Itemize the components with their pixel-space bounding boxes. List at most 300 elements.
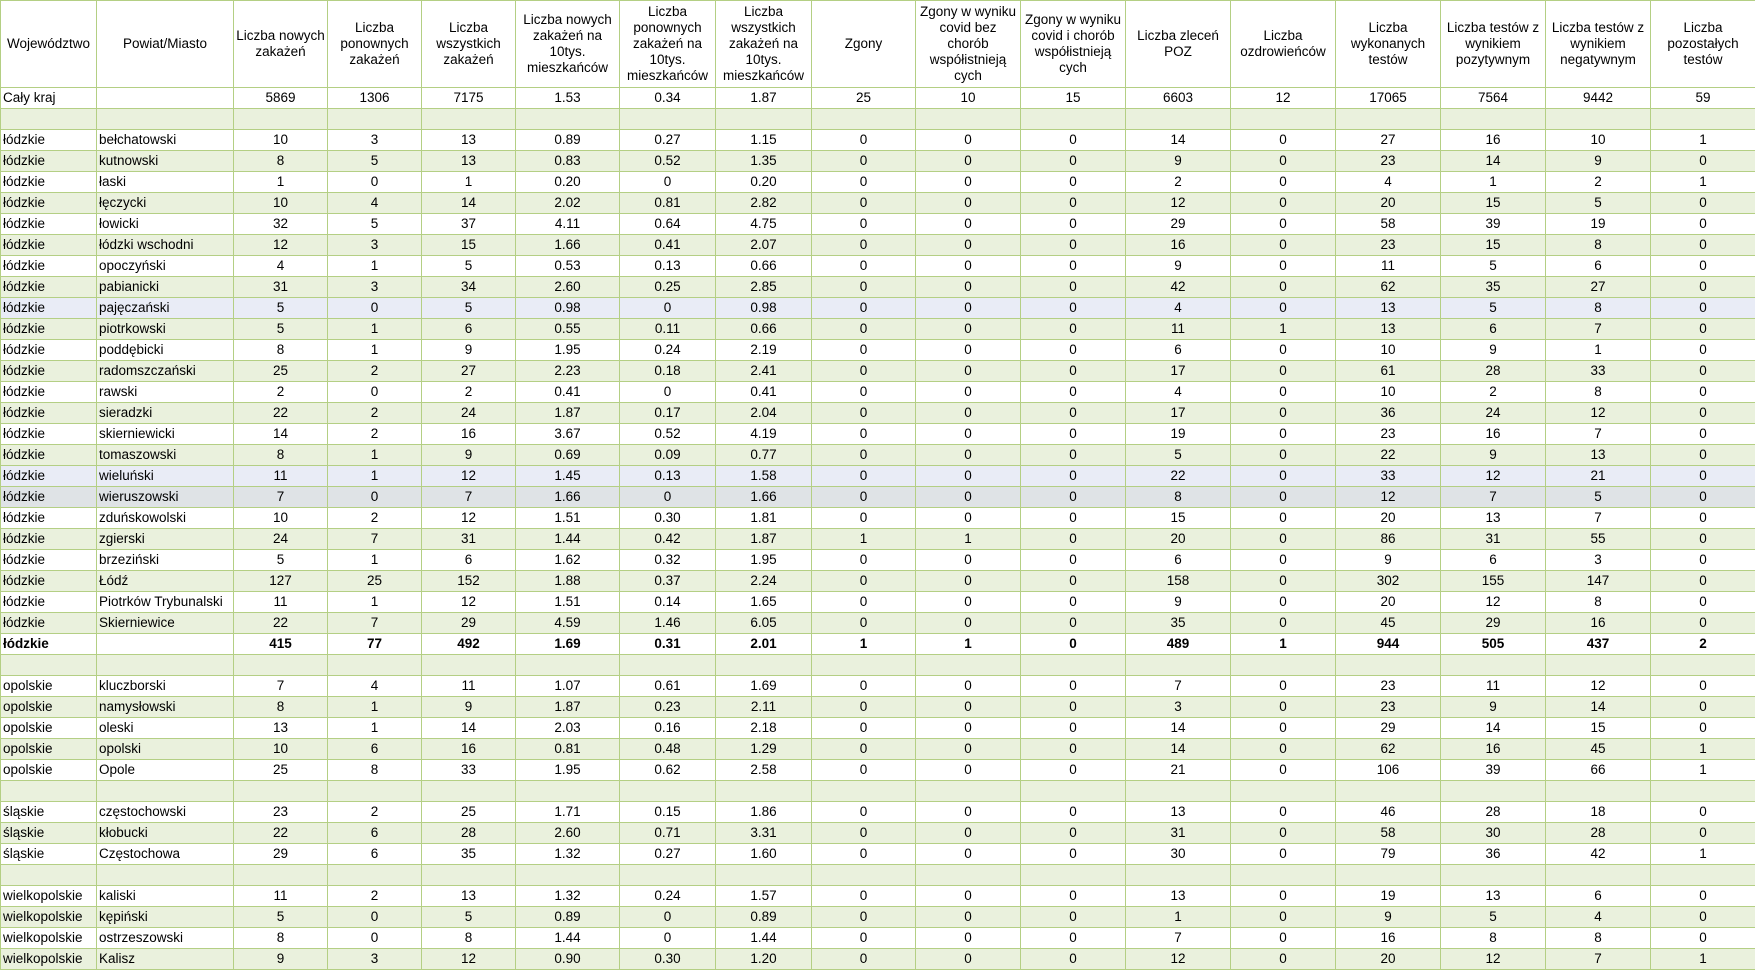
cell-col-zgony-z[interactable]: 0 — [1021, 928, 1126, 949]
cell-col-testy[interactable]: 29 — [1336, 718, 1441, 739]
cell-col-wojewodztwo[interactable]: łódzkie — [1, 592, 97, 613]
cell-col-testy-neg[interactable]: 8 — [1546, 298, 1651, 319]
cell-col-testy-poz[interactable] — [1441, 655, 1546, 676]
cell-col-ponowne[interactable]: 0 — [328, 382, 422, 403]
cell-col-nowe[interactable]: 22 — [234, 823, 328, 844]
cell-col-ponowne-10tys[interactable]: 0.32 — [620, 550, 716, 571]
cell-col-zgony-z[interactable]: 0 — [1021, 844, 1126, 865]
cell-col-zgony-z[interactable]: 0 — [1021, 802, 1126, 823]
cell-col-zgony-z[interactable]: 0 — [1021, 403, 1126, 424]
cell-col-testy-poz[interactable]: 9 — [1441, 340, 1546, 361]
cell-col-nowe[interactable] — [234, 865, 328, 886]
cell-col-testy[interactable]: 62 — [1336, 739, 1441, 760]
cell-col-testy-neg[interactable]: 4 — [1546, 907, 1651, 928]
cell-col-ozdrowiency[interactable]: 0 — [1231, 508, 1336, 529]
cell-col-testy-neg[interactable]: 8 — [1546, 928, 1651, 949]
cell-col-ponowne[interactable] — [328, 781, 422, 802]
cell-col-testy-poz-inne[interactable]: 59 — [1651, 88, 1755, 109]
cell-col-zgony-bez[interactable]: 0 — [916, 928, 1021, 949]
cell-col-wojewodztwo[interactable]: łódzkie — [1, 634, 97, 655]
cell-col-poz[interactable]: 6603 — [1126, 88, 1231, 109]
cell-col-wszystkie-10tys[interactable]: 0.98 — [716, 298, 812, 319]
cell-col-nowe-10tys[interactable]: 0.89 — [516, 907, 620, 928]
cell-col-testy-neg[interactable] — [1546, 781, 1651, 802]
cell-col-zgony-z[interactable]: 0 — [1021, 676, 1126, 697]
cell-col-testy-poz-inne[interactable]: 0 — [1651, 802, 1755, 823]
cell-col-wszystkie[interactable]: 492 — [422, 634, 516, 655]
cell-col-nowe[interactable]: 11 — [234, 592, 328, 613]
cell-col-wszystkie-10tys[interactable]: 0.77 — [716, 445, 812, 466]
cell-col-zgony-z[interactable]: 0 — [1021, 382, 1126, 403]
cell-col-poz[interactable]: 16 — [1126, 235, 1231, 256]
cell-col-powiat[interactable]: kaliski — [97, 886, 234, 907]
cell-col-wszystkie-10tys[interactable]: 1.65 — [716, 592, 812, 613]
cell-col-wszystkie[interactable]: 1 — [422, 172, 516, 193]
cell-col-testy[interactable]: 23 — [1336, 235, 1441, 256]
cell-col-zgony[interactable]: 0 — [812, 508, 916, 529]
cell-col-powiat[interactable]: kępiński — [97, 907, 234, 928]
cell-col-nowe[interactable]: 4 — [234, 256, 328, 277]
cell-col-nowe-10tys[interactable]: 0.90 — [516, 949, 620, 970]
cell-col-testy[interactable]: 20 — [1336, 592, 1441, 613]
cell-col-zgony-bez[interactable]: 0 — [916, 802, 1021, 823]
cell-col-wojewodztwo[interactable]: łódzkie — [1, 445, 97, 466]
cell-col-nowe[interactable]: 22 — [234, 613, 328, 634]
cell-col-wszystkie[interactable]: 29 — [422, 613, 516, 634]
cell-col-wszystkie[interactable]: 7 — [422, 487, 516, 508]
cell-col-zgony-bez[interactable]: 0 — [916, 487, 1021, 508]
cell-col-testy-neg[interactable]: 8 — [1546, 382, 1651, 403]
cell-col-ponowne[interactable]: 1 — [328, 256, 422, 277]
cell-col-zgony-bez[interactable]: 0 — [916, 382, 1021, 403]
cell-col-nowe[interactable]: 31 — [234, 277, 328, 298]
cell-col-poz[interactable]: 13 — [1126, 802, 1231, 823]
cell-col-nowe[interactable]: 8 — [234, 697, 328, 718]
cell-col-testy[interactable] — [1336, 109, 1441, 130]
cell-col-poz[interactable]: 21 — [1126, 760, 1231, 781]
cell-col-wszystkie[interactable]: 31 — [422, 529, 516, 550]
cell-col-testy[interactable]: 23 — [1336, 697, 1441, 718]
cell-col-nowe-10tys[interactable] — [516, 655, 620, 676]
cell-col-powiat[interactable]: zgierski — [97, 529, 234, 550]
cell-col-testy-poz-inne[interactable]: 0 — [1651, 403, 1755, 424]
cell-col-wszystkie-10tys[interactable]: 1.58 — [716, 466, 812, 487]
column-header-col-powiat[interactable]: Powiat/Miasto — [97, 1, 234, 88]
cell-col-ponowne[interactable]: 1 — [328, 340, 422, 361]
cell-col-testy-neg[interactable]: 28 — [1546, 823, 1651, 844]
cell-col-testy-poz[interactable]: 36 — [1441, 844, 1546, 865]
cell-col-zgony-z[interactable]: 0 — [1021, 592, 1126, 613]
cell-col-zgony-z[interactable]: 0 — [1021, 907, 1126, 928]
cell-col-nowe-10tys[interactable]: 2.60 — [516, 823, 620, 844]
cell-col-testy-neg[interactable]: 147 — [1546, 571, 1651, 592]
cell-col-ponowne[interactable]: 0 — [328, 487, 422, 508]
cell-col-wszystkie[interactable]: 2 — [422, 382, 516, 403]
column-header-col-zgony-bez[interactable]: Zgony w wyniku covid bez chorób współistnieją cych — [916, 1, 1021, 88]
cell-col-ponowne[interactable]: 1 — [328, 697, 422, 718]
cell-col-powiat[interactable]: opolski — [97, 739, 234, 760]
cell-col-wszystkie[interactable]: 13 — [422, 886, 516, 907]
cell-col-testy[interactable]: 23 — [1336, 151, 1441, 172]
cell-col-zgony-bez[interactable]: 0 — [916, 571, 1021, 592]
cell-col-wszystkie-10tys[interactable]: 2.85 — [716, 277, 812, 298]
cell-col-poz[interactable]: 6 — [1126, 340, 1231, 361]
cell-col-wszystkie-10tys[interactable]: 0.66 — [716, 256, 812, 277]
cell-col-nowe[interactable]: 10 — [234, 130, 328, 151]
cell-col-testy-poz[interactable]: 15 — [1441, 235, 1546, 256]
cell-col-zgony-bez[interactable] — [916, 781, 1021, 802]
cell-col-ozdrowiency[interactable] — [1231, 865, 1336, 886]
cell-col-wszystkie-10tys[interactable]: 4.19 — [716, 424, 812, 445]
cell-col-wszystkie-10tys[interactable]: 1.69 — [716, 676, 812, 697]
cell-col-nowe-10tys[interactable]: 1.45 — [516, 466, 620, 487]
cell-col-ponowne-10tys[interactable]: 0.16 — [620, 718, 716, 739]
cell-col-ponowne[interactable]: 3 — [328, 130, 422, 151]
cell-col-testy-poz[interactable]: 24 — [1441, 403, 1546, 424]
cell-col-ponowne-10tys[interactable]: 0.62 — [620, 760, 716, 781]
cell-col-testy-poz-inne[interactable]: 0 — [1651, 697, 1755, 718]
cell-col-powiat[interactable]: ostrzeszowski — [97, 928, 234, 949]
cell-col-wszystkie-10tys[interactable]: 1.66 — [716, 487, 812, 508]
cell-col-ponowne-10tys[interactable]: 0.23 — [620, 697, 716, 718]
cell-col-testy-poz[interactable]: 9 — [1441, 697, 1546, 718]
cell-col-powiat[interactable]: częstochowski — [97, 802, 234, 823]
cell-col-nowe-10tys[interactable]: 0.53 — [516, 256, 620, 277]
cell-col-testy-neg[interactable]: 5 — [1546, 487, 1651, 508]
cell-col-zgony[interactable]: 1 — [812, 634, 916, 655]
column-header-col-testy-poz-inne[interactable]: Liczba pozostałych testów — [1651, 1, 1755, 88]
cell-col-poz[interactable]: 31 — [1126, 823, 1231, 844]
cell-col-poz[interactable]: 20 — [1126, 529, 1231, 550]
cell-col-wojewodztwo[interactable]: łódzkie — [1, 277, 97, 298]
cell-col-wszystkie-10tys[interactable]: 1.87 — [716, 529, 812, 550]
cell-col-wszystkie-10tys[interactable]: 2.11 — [716, 697, 812, 718]
cell-col-zgony[interactable]: 0 — [812, 487, 916, 508]
cell-col-zgony-bez[interactable]: 0 — [916, 151, 1021, 172]
cell-col-testy-poz-inne[interactable]: 0 — [1651, 193, 1755, 214]
cell-col-wszystkie[interactable]: 9 — [422, 340, 516, 361]
cell-col-nowe[interactable]: 25 — [234, 361, 328, 382]
column-header-col-testy-neg[interactable]: Liczba testów z wynikiem negatywnym — [1546, 1, 1651, 88]
cell-col-testy[interactable]: 12 — [1336, 487, 1441, 508]
cell-col-ponowne[interactable]: 2 — [328, 508, 422, 529]
cell-col-nowe-10tys[interactable]: 1.32 — [516, 844, 620, 865]
cell-col-poz[interactable]: 4 — [1126, 298, 1231, 319]
cell-col-wszystkie-10tys[interactable]: 2.07 — [716, 235, 812, 256]
cell-col-zgony-z[interactable] — [1021, 781, 1126, 802]
cell-col-testy[interactable]: 46 — [1336, 802, 1441, 823]
cell-col-nowe-10tys[interactable]: 1.95 — [516, 340, 620, 361]
cell-col-ponowne[interactable]: 2 — [328, 403, 422, 424]
cell-col-ponowne[interactable]: 2 — [328, 886, 422, 907]
cell-col-ozdrowiency[interactable]: 0 — [1231, 571, 1336, 592]
cell-col-zgony-bez[interactable]: 0 — [916, 844, 1021, 865]
cell-col-ponowne[interactable]: 0 — [328, 907, 422, 928]
cell-col-ozdrowiency[interactable]: 0 — [1231, 130, 1336, 151]
cell-col-nowe[interactable]: 25 — [234, 760, 328, 781]
cell-col-testy[interactable]: 13 — [1336, 319, 1441, 340]
cell-col-poz[interactable]: 9 — [1126, 256, 1231, 277]
cell-col-wojewodztwo[interactable]: wielkopolskie — [1, 907, 97, 928]
cell-col-ozdrowiency[interactable]: 0 — [1231, 193, 1336, 214]
cell-col-poz[interactable]: 42 — [1126, 277, 1231, 298]
cell-col-powiat[interactable]: zduńskowolski — [97, 508, 234, 529]
cell-col-wszystkie-10tys[interactable] — [716, 781, 812, 802]
cell-col-testy[interactable]: 20 — [1336, 949, 1441, 970]
cell-col-testy-poz[interactable] — [1441, 109, 1546, 130]
cell-col-poz[interactable]: 17 — [1126, 403, 1231, 424]
cell-col-wszystkie-10tys[interactable]: 0.41 — [716, 382, 812, 403]
cell-col-ponowne[interactable]: 2 — [328, 802, 422, 823]
cell-col-ponowne-10tys[interactable] — [620, 865, 716, 886]
cell-col-ozdrowiency[interactable]: 0 — [1231, 424, 1336, 445]
cell-col-powiat[interactable]: łowicki — [97, 214, 234, 235]
cell-col-ozdrowiency[interactable]: 0 — [1231, 718, 1336, 739]
cell-col-ponowne-10tys[interactable]: 0.37 — [620, 571, 716, 592]
cell-col-zgony[interactable]: 0 — [812, 319, 916, 340]
cell-col-wszystkie[interactable]: 5 — [422, 298, 516, 319]
cell-col-zgony[interactable]: 0 — [812, 676, 916, 697]
cell-col-zgony[interactable]: 0 — [812, 256, 916, 277]
cell-col-nowe-10tys[interactable]: 1.66 — [516, 235, 620, 256]
cell-col-ponowne-10tys[interactable]: 0.18 — [620, 361, 716, 382]
cell-col-zgony[interactable]: 0 — [812, 571, 916, 592]
cell-col-ponowne-10tys[interactable]: 0.25 — [620, 277, 716, 298]
cell-col-testy-neg[interactable]: 6 — [1546, 256, 1651, 277]
cell-col-wojewodztwo[interactable]: łódzkie — [1, 424, 97, 445]
cell-col-zgony-z[interactable]: 0 — [1021, 739, 1126, 760]
cell-col-poz[interactable]: 30 — [1126, 844, 1231, 865]
cell-col-ozdrowiency[interactable]: 0 — [1231, 214, 1336, 235]
cell-col-zgony-z[interactable]: 0 — [1021, 235, 1126, 256]
cell-col-powiat[interactable]: skierniewicki — [97, 424, 234, 445]
cell-col-zgony[interactable]: 0 — [812, 172, 916, 193]
cell-col-testy-neg[interactable]: 12 — [1546, 676, 1651, 697]
cell-col-poz[interactable]: 13 — [1126, 886, 1231, 907]
cell-col-ozdrowiency[interactable]: 0 — [1231, 445, 1336, 466]
cell-col-nowe-10tys[interactable]: 1.95 — [516, 760, 620, 781]
cell-col-ponowne-10tys[interactable]: 0.64 — [620, 214, 716, 235]
cell-col-nowe[interactable]: 11 — [234, 466, 328, 487]
cell-col-nowe[interactable]: 8 — [234, 151, 328, 172]
cell-col-testy-poz[interactable]: 30 — [1441, 823, 1546, 844]
cell-col-ozdrowiency[interactable]: 0 — [1231, 340, 1336, 361]
cell-col-testy[interactable]: 45 — [1336, 613, 1441, 634]
cell-col-poz[interactable] — [1126, 865, 1231, 886]
cell-col-nowe-10tys[interactable]: 0.69 — [516, 445, 620, 466]
cell-col-poz[interactable]: 5 — [1126, 445, 1231, 466]
cell-col-testy[interactable] — [1336, 781, 1441, 802]
cell-col-zgony-bez[interactable]: 0 — [916, 424, 1021, 445]
cell-col-zgony[interactable]: 0 — [812, 844, 916, 865]
cell-col-nowe-10tys[interactable]: 1.66 — [516, 487, 620, 508]
cell-col-ponowne[interactable]: 77 — [328, 634, 422, 655]
cell-col-zgony-bez[interactable]: 0 — [916, 550, 1021, 571]
cell-col-zgony-bez[interactable]: 0 — [916, 718, 1021, 739]
cell-col-wojewodztwo[interactable]: łódzkie — [1, 235, 97, 256]
cell-col-ozdrowiency[interactable]: 0 — [1231, 676, 1336, 697]
cell-col-ozdrowiency[interactable]: 0 — [1231, 613, 1336, 634]
cell-col-nowe-10tys[interactable]: 1.44 — [516, 928, 620, 949]
cell-col-testy-poz-inne[interactable]: 1 — [1651, 172, 1755, 193]
cell-col-ozdrowiency[interactable]: 0 — [1231, 844, 1336, 865]
cell-col-poz[interactable]: 7 — [1126, 676, 1231, 697]
cell-col-ponowne-10tys[interactable]: 0.34 — [620, 88, 716, 109]
cell-col-nowe[interactable]: 5 — [234, 298, 328, 319]
cell-col-wszystkie[interactable]: 35 — [422, 844, 516, 865]
cell-col-testy-poz[interactable]: 16 — [1441, 424, 1546, 445]
cell-col-testy[interactable]: 10 — [1336, 340, 1441, 361]
cell-col-wojewodztwo[interactable]: łódzkie — [1, 508, 97, 529]
cell-col-testy-neg[interactable] — [1546, 109, 1651, 130]
cell-col-wszystkie-10tys[interactable]: 1.57 — [716, 886, 812, 907]
cell-col-powiat[interactable]: radomszczański — [97, 361, 234, 382]
cell-col-testy-poz[interactable]: 16 — [1441, 130, 1546, 151]
cell-col-testy-poz[interactable]: 35 — [1441, 277, 1546, 298]
cell-col-zgony[interactable]: 0 — [812, 886, 916, 907]
cell-col-testy[interactable]: 106 — [1336, 760, 1441, 781]
column-header-col-wszystkie-10tys[interactable]: Liczba wszystkich zakażeń na 10tys. mieszkańców — [716, 1, 812, 88]
column-header-col-poz[interactable]: Liczba zleceń POZ — [1126, 1, 1231, 88]
cell-col-zgony-z[interactable]: 15 — [1021, 88, 1126, 109]
cell-col-wszystkie[interactable]: 8 — [422, 928, 516, 949]
cell-col-ozdrowiency[interactable]: 0 — [1231, 151, 1336, 172]
cell-col-zgony-z[interactable]: 0 — [1021, 298, 1126, 319]
column-header-col-ponowne-10tys[interactable]: Liczba ponownych zakażeń na 10tys. mieszkańców — [620, 1, 716, 88]
cell-col-testy-poz[interactable]: 5 — [1441, 298, 1546, 319]
cell-col-testy-poz-inne[interactable]: 0 — [1651, 361, 1755, 382]
cell-col-ozdrowiency[interactable]: 0 — [1231, 823, 1336, 844]
cell-col-wszystkie[interactable]: 12 — [422, 592, 516, 613]
cell-col-wszystkie-10tys[interactable]: 0.89 — [716, 907, 812, 928]
cell-col-wszystkie-10tys[interactable]: 4.75 — [716, 214, 812, 235]
cell-col-testy[interactable]: 20 — [1336, 508, 1441, 529]
cell-col-wszystkie[interactable] — [422, 781, 516, 802]
cell-col-powiat[interactable]: kluczborski — [97, 676, 234, 697]
cell-col-ponowne[interactable]: 5 — [328, 151, 422, 172]
cell-col-ozdrowiency[interactable]: 0 — [1231, 529, 1336, 550]
cell-col-powiat[interactable]: łaski — [97, 172, 234, 193]
cell-col-testy[interactable]: 17065 — [1336, 88, 1441, 109]
cell-col-ozdrowiency[interactable]: 0 — [1231, 487, 1336, 508]
cell-col-ponowne[interactable] — [328, 655, 422, 676]
cell-col-zgony-bez[interactable]: 1 — [916, 634, 1021, 655]
column-header-col-wszystkie[interactable]: Liczba wszystkich zakażeń — [422, 1, 516, 88]
cell-col-wszystkie[interactable]: 13 — [422, 151, 516, 172]
cell-col-nowe-10tys[interactable]: 1.07 — [516, 676, 620, 697]
cell-col-wszystkie-10tys[interactable]: 1.86 — [716, 802, 812, 823]
cell-col-nowe-10tys[interactable] — [516, 109, 620, 130]
cell-col-wojewodztwo[interactable] — [1, 655, 97, 676]
cell-col-wojewodztwo[interactable]: łódzkie — [1, 529, 97, 550]
cell-col-nowe[interactable]: 24 — [234, 529, 328, 550]
cell-col-zgony-z[interactable]: 0 — [1021, 151, 1126, 172]
cell-col-zgony[interactable]: 0 — [812, 823, 916, 844]
cell-col-testy[interactable]: 62 — [1336, 277, 1441, 298]
cell-col-testy-poz-inne[interactable]: 0 — [1651, 151, 1755, 172]
cell-col-nowe[interactable]: 8 — [234, 340, 328, 361]
cell-col-testy-neg[interactable]: 45 — [1546, 739, 1651, 760]
cell-col-wszystkie[interactable]: 6 — [422, 319, 516, 340]
cell-col-nowe[interactable]: 14 — [234, 424, 328, 445]
cell-col-ponowne[interactable]: 7 — [328, 613, 422, 634]
cell-col-testy-poz[interactable]: 13 — [1441, 886, 1546, 907]
cell-col-ponowne[interactable]: 4 — [328, 676, 422, 697]
cell-col-zgony[interactable]: 25 — [812, 88, 916, 109]
cell-col-testy-neg[interactable]: 13 — [1546, 445, 1651, 466]
cell-col-ponowne-10tys[interactable]: 0.71 — [620, 823, 716, 844]
cell-col-zgony-z[interactable]: 0 — [1021, 697, 1126, 718]
cell-col-poz[interactable]: 19 — [1126, 424, 1231, 445]
column-header-col-zgony[interactable]: Zgony — [812, 1, 916, 88]
cell-col-wszystkie-10tys[interactable]: 1.44 — [716, 928, 812, 949]
cell-col-testy-poz[interactable]: 29 — [1441, 613, 1546, 634]
cell-col-ponowne-10tys[interactable] — [620, 109, 716, 130]
cell-col-wojewodztwo[interactable]: łódzkie — [1, 613, 97, 634]
cell-col-powiat[interactable]: kutnowski — [97, 151, 234, 172]
cell-col-zgony[interactable]: 0 — [812, 466, 916, 487]
cell-col-zgony-bez[interactable]: 0 — [916, 886, 1021, 907]
cell-col-testy-poz[interactable]: 39 — [1441, 214, 1546, 235]
cell-col-wojewodztwo[interactable]: śląskie — [1, 844, 97, 865]
cell-col-zgony[interactable]: 0 — [812, 130, 916, 151]
cell-col-poz[interactable]: 8 — [1126, 487, 1231, 508]
cell-col-nowe-10tys[interactable]: 0.89 — [516, 130, 620, 151]
cell-col-wszystkie-10tys[interactable]: 1.20 — [716, 949, 812, 970]
cell-col-wojewodztwo[interactable]: wielkopolskie — [1, 886, 97, 907]
cell-col-powiat[interactable]: Skierniewice — [97, 613, 234, 634]
cell-col-wszystkie[interactable] — [422, 109, 516, 130]
cell-col-wszystkie[interactable]: 27 — [422, 361, 516, 382]
cell-col-ponowne[interactable]: 1 — [328, 466, 422, 487]
cell-col-testy-poz-inne[interactable]: 0 — [1651, 823, 1755, 844]
cell-col-testy[interactable]: 4 — [1336, 172, 1441, 193]
cell-col-zgony-z[interactable]: 0 — [1021, 886, 1126, 907]
cell-col-ponowne-10tys[interactable] — [620, 655, 716, 676]
cell-col-testy-poz[interactable]: 2 — [1441, 382, 1546, 403]
cell-col-powiat[interactable]: poddębicki — [97, 340, 234, 361]
cell-col-testy-neg[interactable]: 8 — [1546, 592, 1651, 613]
cell-col-testy-neg[interactable]: 12 — [1546, 403, 1651, 424]
cell-col-zgony-bez[interactable]: 0 — [916, 130, 1021, 151]
cell-col-powiat[interactable]: rawski — [97, 382, 234, 403]
cell-col-ponowne[interactable]: 6 — [328, 844, 422, 865]
cell-col-ozdrowiency[interactable]: 0 — [1231, 298, 1336, 319]
cell-col-ponowne[interactable]: 2 — [328, 361, 422, 382]
cell-col-zgony-bez[interactable]: 0 — [916, 256, 1021, 277]
cell-col-zgony-z[interactable]: 0 — [1021, 508, 1126, 529]
cell-col-poz[interactable] — [1126, 109, 1231, 130]
cell-col-testy-poz[interactable]: 14 — [1441, 718, 1546, 739]
cell-col-wojewodztwo[interactable]: łódzkie — [1, 172, 97, 193]
cell-col-zgony-bez[interactable] — [916, 655, 1021, 676]
column-header-col-nowe-10tys[interactable]: Liczba nowych zakażeń na 10tys. mieszkańców — [516, 1, 620, 88]
cell-col-powiat[interactable]: wieruszowski — [97, 487, 234, 508]
cell-col-powiat[interactable]: Częstochowa — [97, 844, 234, 865]
cell-col-zgony-z[interactable]: 0 — [1021, 613, 1126, 634]
cell-col-zgony[interactable]: 0 — [812, 760, 916, 781]
cell-col-ozdrowiency[interactable]: 0 — [1231, 361, 1336, 382]
cell-col-powiat[interactable]: Kalisz — [97, 949, 234, 970]
cell-col-poz[interactable]: 17 — [1126, 361, 1231, 382]
cell-col-testy[interactable]: 22 — [1336, 445, 1441, 466]
cell-col-testy-neg[interactable]: 1 — [1546, 340, 1651, 361]
cell-col-nowe-10tys[interactable]: 1.87 — [516, 403, 620, 424]
cell-col-zgony[interactable]: 0 — [812, 277, 916, 298]
cell-col-ponowne-10tys[interactable]: 0 — [620, 172, 716, 193]
cell-col-zgony[interactable]: 0 — [812, 928, 916, 949]
cell-col-ozdrowiency[interactable]: 0 — [1231, 592, 1336, 613]
